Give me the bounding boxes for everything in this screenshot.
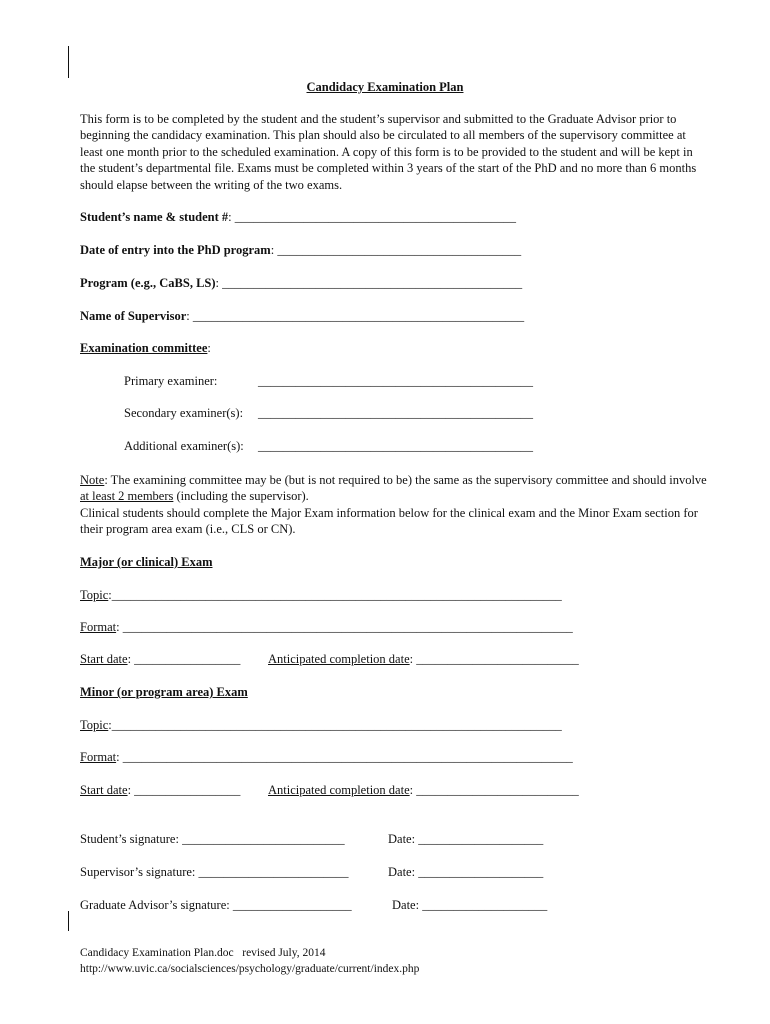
advisor-signature-label: Graduate Advisor’s signature: [80,898,233,912]
committee-heading-text: Examination committee [80,341,208,355]
note-emphasis: at least 2 members [80,489,174,504]
program-line[interactable]: : ________________________________________________ [215,276,523,290]
student-name-line[interactable]: : _____________________________________________ [228,210,517,224]
footer [80,946,419,977]
program-field[interactable] [80,276,522,291]
entry-date-line[interactable]: : _______________________________________ [270,243,522,257]
advisor-signature-field[interactable] [80,898,352,913]
supervisor-signature-line[interactable]: ________________________ [198,865,349,879]
footer-url: http://www.uvic.ca/socialsciences/psychology/graduate/current/index.php [80,962,420,975]
major-completion-label: Anticipated completion date [268,652,410,666]
advisor-date-label: Date: [392,898,423,912]
primary-examiner-line[interactable]: ____________________________________________ [258,374,533,388]
primary-examiner-label: Primary examiner: [124,374,218,388]
minor-topic-line[interactable]: :________________________________________________________________________ [108,718,562,732]
supervisor-line[interactable]: : _____________________________________________________ [186,309,525,323]
student-signature-field[interactable] [80,832,345,847]
student-date-label: Date: [388,832,419,846]
entry-date-field[interactable] [80,243,521,258]
secondary-examiner-label: Secondary examiner(s): [124,406,244,420]
supervisor-date-field[interactable] [388,865,543,880]
major-start-date-label: Start date [80,652,128,666]
student-date-field[interactable] [388,832,543,847]
minor-topic-label: Topic [80,718,109,732]
page-title: Candidacy Examination Plan [306,80,464,94]
advisor-date-field[interactable] [392,898,547,913]
major-format-line[interactable]: : ________________________________________________________________________ [116,620,573,634]
committee-heading [80,341,211,356]
major-topic-line[interactable]: :________________________________________________________________________ [108,588,562,602]
advisor-signature-line[interactable]: ___________________ [232,898,352,912]
minor-format-field[interactable] [80,750,573,765]
supervisor-signature-label: Supervisor’s signature: [80,865,199,879]
note-text-1: : The examining committee may be (but is not required to be) the same as the supervisory committee and should involve [104,473,707,487]
minor-format-label: Format [80,750,117,764]
additional-examiner-line[interactable]: ____________________________________________ [258,439,533,453]
major-start-date-line[interactable]: : _________________ [127,652,241,666]
minor-start-date-field[interactable] [80,783,240,798]
supervisor-label: Name of Supervisor [80,309,187,323]
advisor-date-line[interactable]: ____________________ [422,898,548,912]
note-label: Note [80,473,105,487]
committee-heading-colon: : [207,341,211,355]
entry-date-label: Date of entry into the PhD program [80,243,271,257]
minor-completion-label: Anticipated completion date [268,783,410,797]
supervisor-date-label: Date: [388,865,419,879]
footer-filename: Candidacy Examination Plan.doc revised July, 2014 [80,947,326,959]
additional-examiner-label: Additional examiner(s): [124,439,244,453]
minor-format-line[interactable]: : ________________________________________________________________________ [116,750,573,764]
major-exam-heading: Major (or clinical) Exam [80,555,213,569]
major-format-field[interactable] [80,620,573,635]
student-name-label: Student’s name & student # [80,210,229,224]
page-edge-mark-top [68,46,69,78]
minor-start-date-line[interactable]: : _________________ [127,783,241,797]
minor-start-date-label: Start date [80,783,128,797]
program-label: Program (e.g., CaBS, LS) [80,276,216,290]
minor-exam-heading: Minor (or program area) Exam [80,685,248,699]
minor-completion-line[interactable]: : __________________________ [409,783,579,797]
intro-paragraph: This form is to be completed by the student and the student’s supervisor and submitted to the Graduate Advisor prior to beginning the candidacy examination. This plan should also be circulated to all members of the supervisory committee at least one month prior to the scheduled examination. A copy of this form is to be provided to the student and will be kept in the student’s departmental file. Exams must be completed within 3 years of the start of the PhD and no more than 6 months should elapse between the writing of the two exams. [80,112,697,192]
page-edge-mark-bottom [68,911,69,931]
minor-topic-field[interactable] [80,718,562,733]
minor-completion-field[interactable] [268,783,579,798]
supervisor-signature-field[interactable] [80,865,349,880]
student-signature-line[interactable]: __________________________ [182,832,345,846]
note-block [80,472,710,538]
major-start-date-field[interactable] [80,652,240,667]
major-topic-label: Topic [80,588,109,602]
student-date-line[interactable]: ____________________ [418,832,544,846]
supervisor-date-line[interactable]: ____________________ [418,865,544,879]
major-completion-line[interactable]: : __________________________ [409,652,579,666]
secondary-examiner-line[interactable]: ____________________________________________ [258,406,533,420]
student-name-field[interactable] [80,210,516,225]
note-text-2: (including the supervisor). [173,489,309,504]
student-signature-label: Student’s signature: [80,832,183,846]
supervisor-field[interactable] [80,309,524,324]
major-completion-field[interactable] [268,652,579,667]
note-text-3: Clinical students should complete the Major Exam information below for the clinical exam and the Minor Exam section for their program area exam (i.e., CLS or CN). [80,505,698,537]
major-format-label: Format [80,620,117,634]
major-topic-field[interactable] [80,588,562,603]
